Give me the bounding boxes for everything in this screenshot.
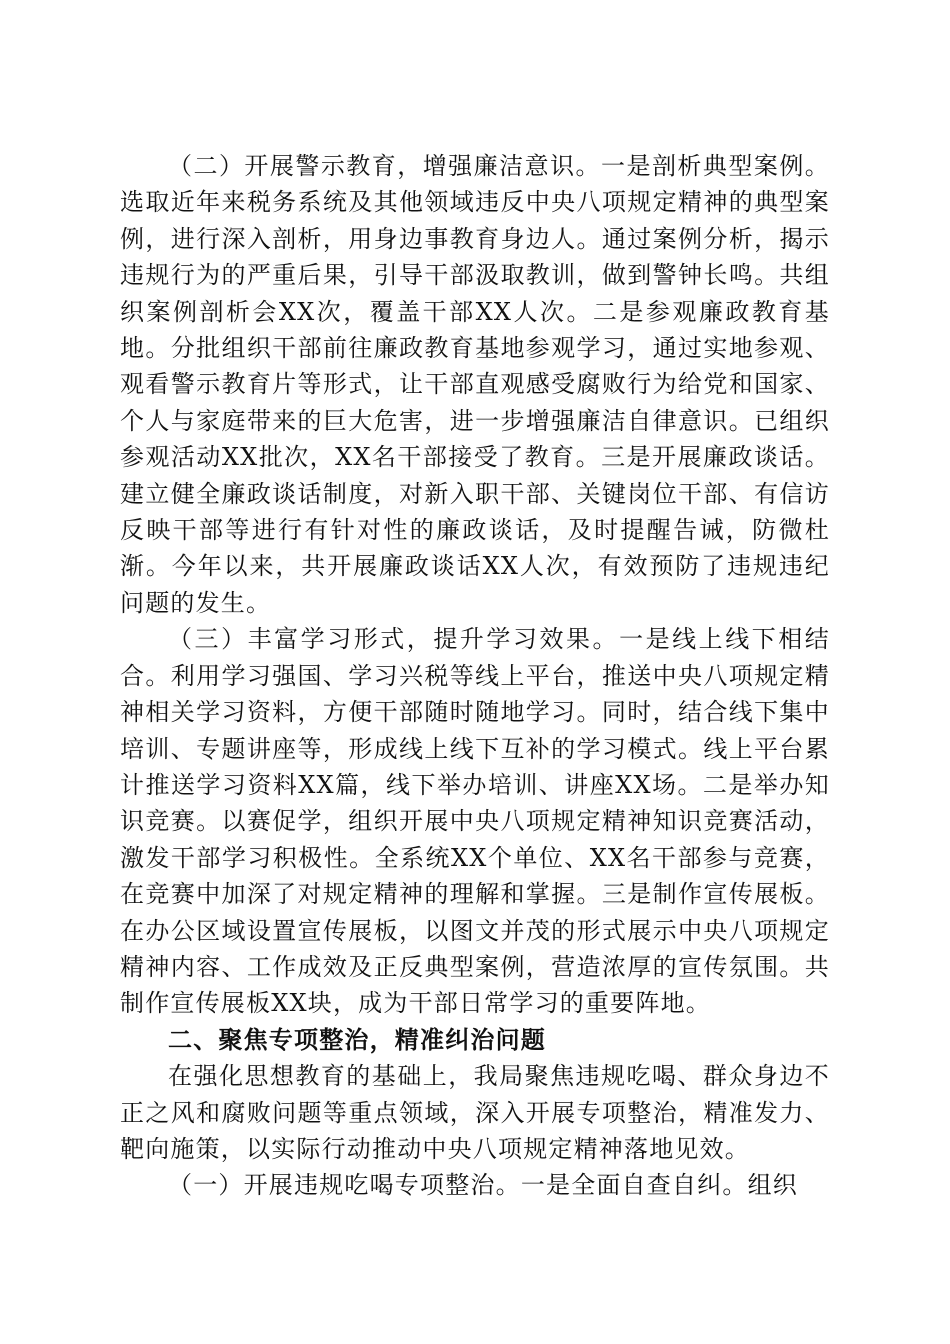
paragraph-warning-education	[120, 148, 830, 621]
paragraph-learning-forms	[120, 621, 830, 1021]
paragraph-section-intro: 在强化思想教育的基础上，我局聚焦违规吃喝、群众身边不正之风和腐败问题等重点领域，深入开展专项整治，精准发力、靶向施策，以实际行动推动中央八项规定精神落地见效。	[120, 1062, 830, 1163]
document-page	[120, 148, 830, 1204]
paragraph-learning-forms-body: 一是线上线下相结合。利用学习强国、学习兴税等线上平台，推送中央八项规定精神相关学习资料，方便干部随时随地学习。同时，结合线下集中培训、专题讲座等，形成线上线下互补的学习模式。线上平台累计推送学习资料XX篇，线下举办培训、讲座XX场。二是举办知识竞赛。以赛促学，组织开展中央八项规定精神知识竞赛活动，激发干部学习积极性。全系统XX个单位、XX名干部参与竞赛，在竞赛中加深了对规定精神的理解和掌握。三是制作宣传展板。在办公区域设置宣传展板，以图文并茂的形式展示中央八项规定精神内容、工作成效及正反典型案例，营造浓厚的宣传氛围。共制作宣传展板XX块，成为干部日常学习的重要阵地。	[120, 625, 830, 1018]
paragraph-illegal-dining	[120, 1167, 830, 1203]
section-heading-special-rectification: 二、聚焦专项整治，精准纠治问题	[168, 1025, 546, 1054]
subheading-warning-education: （二）开展警示教育，增强廉洁意识。	[168, 152, 602, 180]
subheading-illegal-dining: （一）开展违规吃喝专项整治。	[168, 1171, 521, 1200]
subheading-learning-forms: （三）丰富学习形式，提升学习效果。	[168, 625, 620, 654]
paragraph-warning-education-body: 一是剖析典型案例。选取近年来税务系统及其他领域违反中央八项规定精神的典型案例，进行深入剖析，用身边事教育身边人。通过案例分析，揭示违规行为的严重后果，引导干部汲取教训，做到警钟长鸣。共组织案例剖析会XX次，覆盖干部XX人次。二是参观廉政教育基地。分批组织干部前往廉政教育基地参观学习，通过实地参观、观看警示教育片等形式，让干部直观感受腐败行为给党和国家、个人与家庭带来的巨大危害，进一步增强廉洁自律意识。已组织参观活动XX批次，XX名干部接受了教育。三是开展廉政谈话。建立健全廉政谈话制度，对新入职干部、关键岗位干部、有信访反映干部等进行有针对性的廉政谈话，及时提醒告诫，防微杜渐。今年以来，共开展廉政谈话XX人次，有效预防了违规违纪问题的发生。	[120, 152, 830, 617]
paragraph-illegal-dining-body: 一是全面自查自纠。组织	[520, 1171, 799, 1200]
